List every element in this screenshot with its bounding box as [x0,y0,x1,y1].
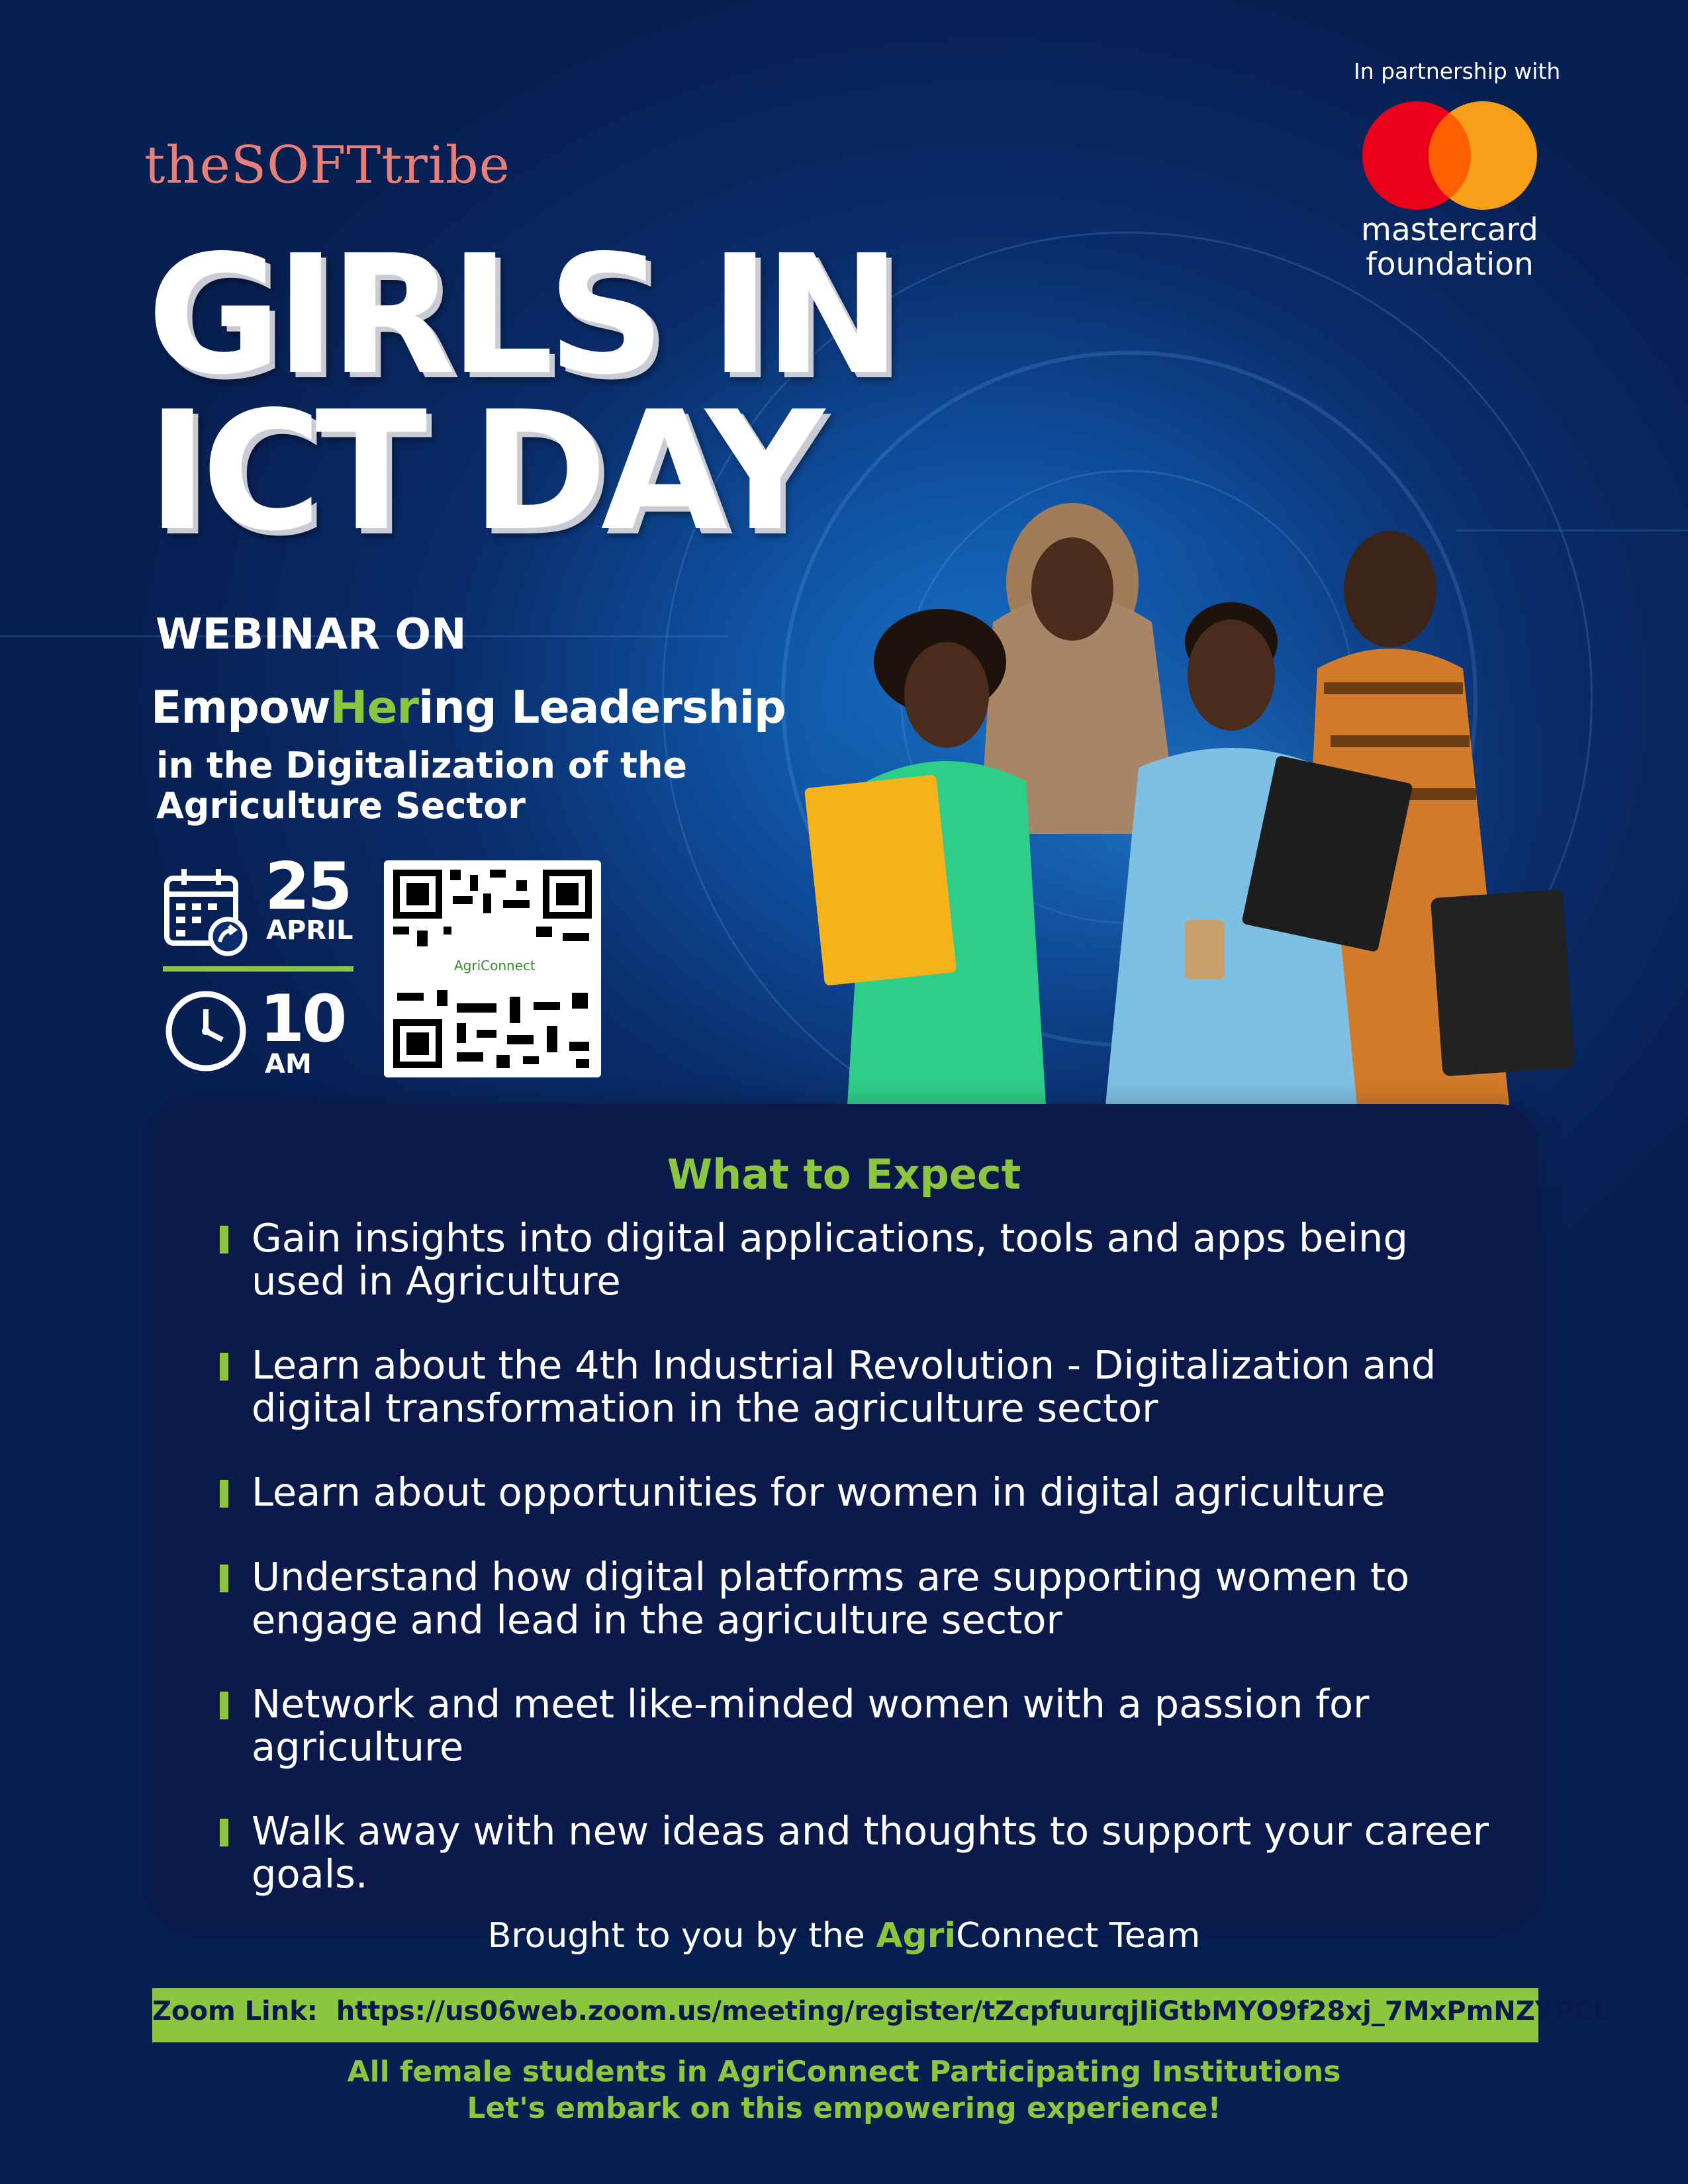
zoom-label: Zoom Link: [152,1996,318,2026]
list-item-text: Gain insights into digital applications, tools and apps being used in Agriculture [252,1215,1408,1304]
organizer-logo [144,136,510,195]
list-item-text: Understand how digital platforms are supporting women to engage and lead in the agriculture sector [252,1554,1410,1643]
webinar-subtitle-line1: in the Digitalization of the [156,745,688,786]
headline-part2: ing Leadership [418,682,786,734]
event-title-line1: GIRLS IN [147,220,895,411]
bullet-icon [220,1692,228,1719]
event-date-month: APRIL [266,915,353,946]
partner-logo-line2: foundation [1366,246,1534,283]
partner-logo-line1: mastercard [1361,212,1538,248]
zoom-url[interactable]: https://us06web.zoom.us/meeting/register/tZcpfuurqjIiGtbMYO9f28xj_7MxPmNZYPCL [336,1996,1610,2026]
list-item-text: Network and meet like-minded women with a passion for agriculture [252,1681,1370,1770]
organizer-logo-text: theSOFTtribe [144,136,510,195]
headline-highlight: Her [330,682,419,734]
expect-title: What to Expect [667,1150,1021,1199]
bullet-icon [220,1565,228,1592]
date-time-divider [163,966,353,972]
bullet-icon [220,1226,228,1253]
event-time-ampm: AM [265,1049,312,1079]
credit-suffix: Team [1098,1916,1201,1956]
webinar-subtitle-line2: Agriculture Sector [156,785,526,827]
headline-part1: Empow [151,682,330,734]
credit-connect: Connect [956,1916,1099,1956]
event-title-line2: ICT DAY [147,377,818,567]
bullet-icon [220,1353,228,1381]
footer-line2: Let's embark on this empowering experience! [467,2091,1221,2125]
calendar-icon [163,864,249,956]
zoom-link[interactable] [152,1996,1610,2026]
clock-icon [163,988,249,1074]
qr-code-label: AgriConnect [450,956,539,975]
bullet-icon [220,1480,228,1508]
list-item-text: Learn about opportunities for women in digital agriculture [252,1469,1385,1515]
partner-caption: In partnership with [1354,58,1561,84]
event-date-day: 25 [265,849,350,925]
webinar-headline [151,682,786,734]
list-item-text: Learn about the 4th Industrial Revolution - Digitalization and digital transformation in the agriculture sector [252,1342,1436,1431]
bullet-icon [220,1819,228,1846]
credit-prefix: Brought to you by the [487,1916,876,1956]
partner-logo-wordmark [1360,213,1539,282]
credit-agri: Agri [876,1916,957,1956]
event-time-hour: 10 [259,981,345,1057]
mastercard-logo-icon [1350,93,1549,218]
footer-line1: All female students in AgriConnect Participating Institutions [347,2055,1341,2089]
webinar-label: WEBINAR ON [156,610,467,659]
credit-line [0,1916,1688,1956]
list-item-text: Walk away with new ideas and thoughts to support your career goals. [252,1808,1489,1897]
group-photo [794,490,1609,1105]
